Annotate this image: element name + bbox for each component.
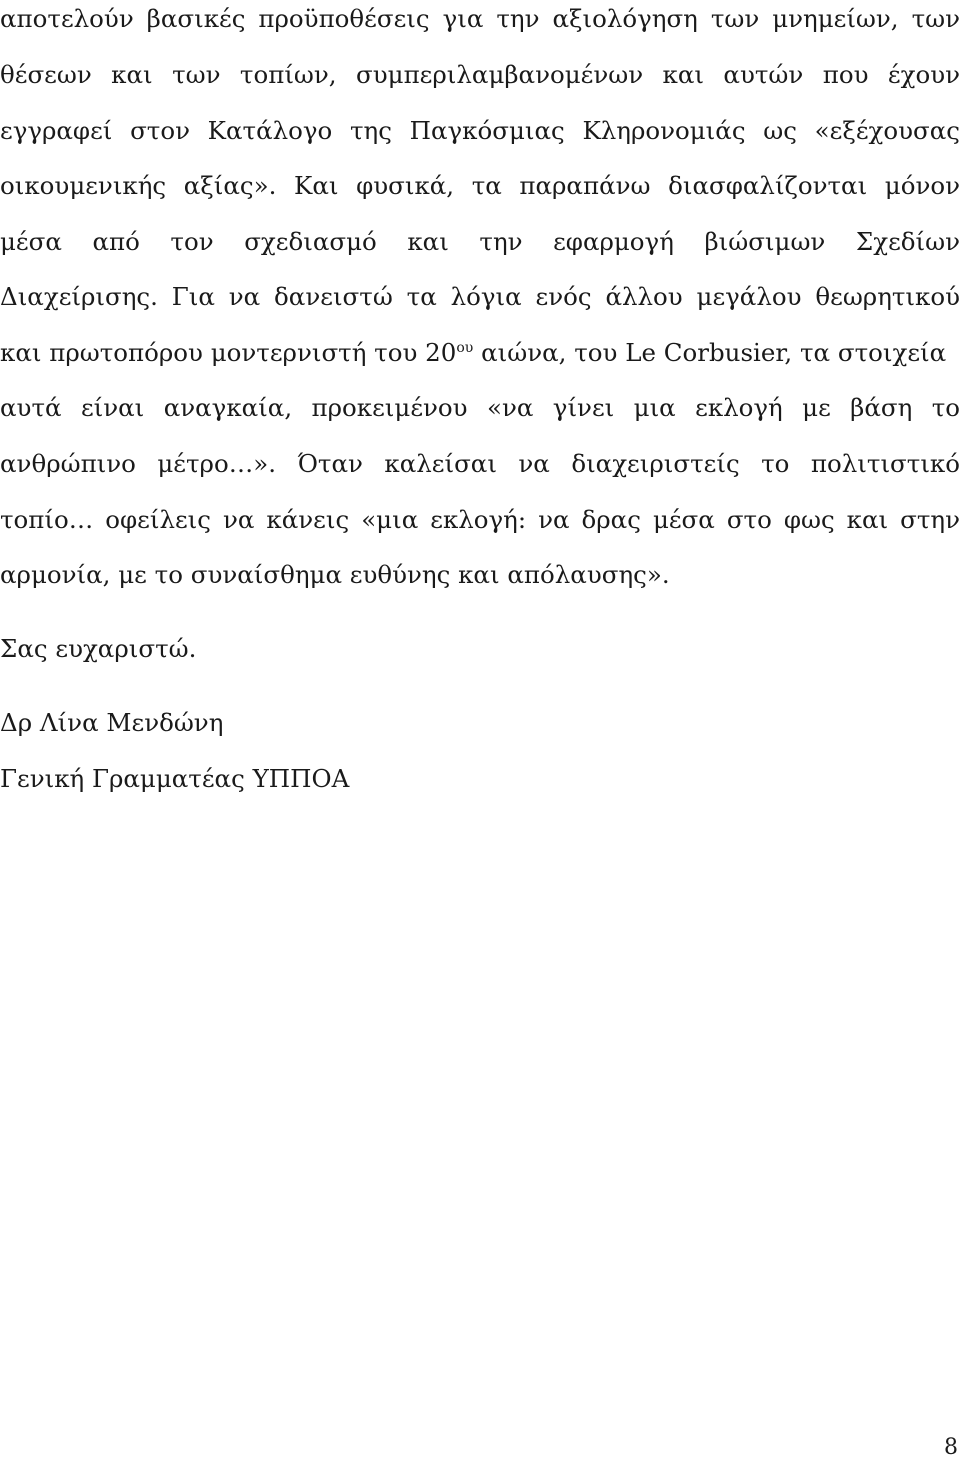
- body-line-7: [0, 336, 960, 370]
- body-line-4: οικουμενικής αξίας». Και φυσικά, τα παραπάνω διασφαλίζονται μόνον: [0, 171, 960, 200]
- body-line-10: τοπίο… οφείλεις να κάνεις «μια εκλογή: να δρας μέσα στο φως και στην: [0, 505, 960, 534]
- body-line-5: μέσα από τον σχεδιασμό και την εφαρμογή βιώσιμων Σχεδίων: [0, 227, 960, 256]
- body-line-8: αυτά είναι αναγκαία, προκειμένου «να γίνει μια εκλογή με βάση το: [0, 393, 960, 422]
- body-line-3: εγγραφεί στον Κατάλογο της Παγκόσμιας Κληρονομιάς ως «εξέχουσας: [0, 116, 960, 145]
- body-line-7-start: και πρωτοπόρου μοντερνιστή του 20: [0, 338, 457, 367]
- page-number: 8: [944, 1435, 958, 1460]
- signature-name: Δρ Λίνα Μενδώνη: [0, 708, 224, 737]
- body-line-6: Διαχείρισης. Για να δανειστώ τα λόγια ενός άλλου μεγάλου θεωρητικού: [0, 282, 960, 311]
- closing-text: Σας ευχαριστώ.: [0, 634, 197, 663]
- body-line-2: θέσεων και των τοπίων, συμπεριλαμβανομένων και αυτών που έχουν: [0, 60, 960, 89]
- ordinal-superscript: ου: [456, 339, 474, 356]
- body-line-7-end: αιώνα, του Le Corbusier, τα στοιχεία: [473, 338, 947, 367]
- signature-title: Γενική Γραμματέας ΥΠΠΟΑ: [0, 764, 350, 793]
- body-line-1: αποτελούν βασικές προϋποθέσεις για την αξιολόγηση των μνημείων, των: [0, 4, 960, 33]
- body-line-9: ανθρώπινο μέτρο…». Όταν καλείσαι να διαχειριστείς το πολιτιστικό: [0, 449, 960, 478]
- body-line-11: αρμονία, με το συναίσθημα ευθύνης και απόλαυσης».: [0, 560, 670, 589]
